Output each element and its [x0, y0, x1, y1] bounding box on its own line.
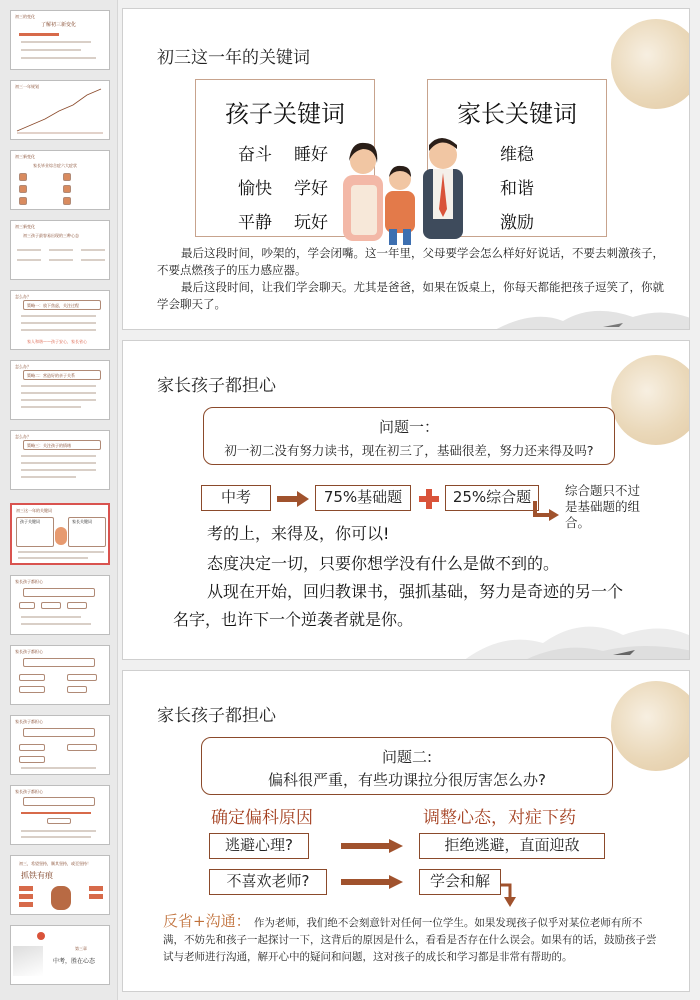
paragraph-1: 最后这段时间，吵架的，学会闭嘴。这一年里，父母要学会怎么样好好说话，不要去刺激孩子，不要点燃孩子的压力感应器。 — [157, 246, 664, 277]
thumb-title: 初三一年规划 — [15, 84, 39, 89]
slide-question-one — [122, 340, 690, 660]
fix-reconcile-box: 学会和解 — [419, 869, 501, 895]
arrow-right-icon — [341, 839, 403, 853]
slide-title: 家长孩子都担心 — [157, 706, 276, 726]
child-keywords-heading: 孩子关键词 — [225, 100, 345, 128]
slide-keywords — [122, 8, 690, 330]
slide-thumbnail-2[interactable] — [10, 80, 110, 140]
parent-keyword: 维稳 — [500, 145, 534, 165]
child-keyword: 奋斗 — [238, 145, 272, 165]
ink-mountain-decoration — [463, 591, 690, 660]
slide-thumbnail-1[interactable] — [10, 10, 110, 70]
paragraph-2: 最后这段时间，让我们学会聊天。尤其是爸爸，如果在饭桌上，你每天都能把孩子逗笑了，你就学会聊天了。 — [157, 280, 664, 311]
family-illustration — [341, 129, 471, 249]
moon-decoration — [611, 681, 690, 771]
arrow-right-icon — [277, 491, 309, 507]
arrow-right-icon — [341, 875, 403, 889]
thumb-title: 怎么办？ — [15, 364, 31, 369]
cause-dislike-teacher-box: 不喜欢老师? — [209, 869, 327, 895]
thumb-title: 家长孩子都担心 — [15, 789, 43, 794]
thumb-subtitle: 家长毕业综合症六大症状 — [33, 163, 77, 168]
moon-decoration — [611, 19, 690, 109]
answer-line-1: 考的上，来得及，你可以! — [207, 524, 390, 543]
slide-thumbnail-14[interactable] — [10, 925, 110, 985]
child-keyword: 学好 — [294, 179, 328, 199]
slide-title: 家长孩子都担心 — [157, 376, 276, 396]
child-keyword: 玩好 — [294, 213, 328, 233]
bent-arrow-icon — [501, 883, 519, 909]
zhongkao-box: 中考 — [201, 485, 271, 511]
thumb-subtitle: 了解初三新变化 — [41, 22, 77, 28]
thumb-kw-child: 孩子关键词 — [20, 519, 40, 524]
parent-keywords-heading: 家长关键词 — [457, 100, 577, 128]
slide-thumbnail-4[interactable] — [10, 220, 110, 280]
plus-icon — [419, 489, 439, 509]
thumb-title: 初三新变化 — [15, 224, 35, 229]
slide-title: 初三这一年的关键词 — [157, 48, 310, 68]
thumb-subtitle: 策略二：营造好的亲子关系 — [27, 373, 75, 378]
parent-keyword: 激励 — [500, 213, 534, 233]
question-two-title: 问题二: — [381, 748, 433, 766]
slide-thumbnail-7[interactable] — [10, 430, 110, 490]
slide-question-two — [122, 670, 690, 992]
question-two-box — [201, 737, 613, 795]
thumb-subtitle: 初三孩子最容易出现的三种心态 — [23, 233, 79, 238]
child-keyword: 愉快 — [238, 179, 272, 199]
parent-keyword: 和谐 — [500, 179, 534, 199]
thumb-title: 家长孩子都担心 — [15, 579, 43, 584]
slide-thumbnail-12[interactable] — [10, 785, 110, 845]
bent-arrow-icon — [533, 501, 559, 521]
answer-line-3: 从现在开始，回归教课书，强抓基础，努力是奇迹的另一个 — [207, 582, 624, 601]
thumb-subtitle: 中考，胜在心态 — [53, 958, 96, 965]
slide-thumbnail-6[interactable] — [10, 360, 110, 420]
ink-mountain-decoration — [493, 299, 690, 330]
reflection-paragraph — [163, 913, 663, 966]
question-one-text: 初一初二没有努力读书，现在初三了，基础很差，努力还来得及吗? — [224, 443, 594, 458]
slide-thumbnail-10[interactable] — [10, 645, 110, 705]
slide-thumbnail-13[interactable] — [10, 855, 110, 915]
thumb-title: 怎么办？ — [15, 434, 31, 439]
strategy-heading: 调整心态，对症下药 — [423, 808, 576, 828]
moon-decoration — [611, 355, 690, 445]
reflection-label: 反省+沟通： — [163, 912, 251, 930]
question-two-text: 偏科很严重，有些功课拉分很厉害怎么办? — [268, 771, 546, 789]
thumb-title: 家长孩子都担心 — [15, 719, 43, 724]
fix-face-it-box: 拒绝逃避，直面迎敌 — [419, 833, 605, 859]
slide-thumbnail-8[interactable] — [10, 503, 110, 565]
thumb-title: 怎么办？ — [15, 294, 31, 299]
slide-thumbnail-3[interactable] — [10, 150, 110, 210]
question-one-box — [203, 407, 615, 465]
thumb-subtitle: 策略一：放下焦虑，关注过程 — [27, 303, 79, 308]
combo-questions-box: 25%综合题 — [445, 485, 539, 511]
question-one-title: 问题一： — [378, 418, 439, 436]
child-keyword: 睡好 — [294, 145, 328, 165]
thumb-title: 初三这一年的关键词 — [16, 508, 52, 513]
side-note: 综合题只不过是基础题的组合。 — [565, 483, 641, 530]
thumb-chapter: 第三章 — [75, 946, 87, 951]
thumb-title: 家长孩子都担心 — [15, 649, 43, 654]
child-keyword: 平静 — [238, 213, 272, 233]
slide-thumbnail-9[interactable] — [10, 575, 110, 635]
answer-line-4: 名字，也许下一个逆袭者就是你。 — [173, 610, 414, 629]
cause-avoidance-box: 逃避心理? — [209, 833, 309, 859]
thumb-title: 初三新变化 — [15, 154, 35, 159]
thumb-stair-chart — [11, 81, 110, 140]
thumb-subtitle: 抓铁有痕 — [21, 871, 53, 880]
slide-thumbnail-5[interactable] — [10, 290, 110, 350]
thumb-note: 家人和谐——孩子安心，家长省心 — [27, 339, 87, 344]
thumb-subtitle: 策略三：关注孩子的情绪 — [27, 443, 71, 448]
answer-line-2: 态度决定一切，只要你想学没有什么是做不到的。 — [207, 554, 560, 573]
slide-thumbnail-panel[interactable] — [0, 0, 118, 1000]
slide-thumbnail-11[interactable] — [10, 715, 110, 775]
reflection-text: 作为老师，我们绝不会刻意针对任何一位学生。如果发现孩子似乎对某位老师有所不满，不妨先和孩子一起探讨一下，这背后的原因是什么，看看是否存在什么误会。如果有的话，鼓励孩子尝试与老师进行沟通，解开心中的疑问和问题，这对孩子的成长和学习都是非常有帮助的。 — [163, 917, 657, 963]
cause-heading: 确定偏科原因 — [211, 808, 313, 828]
thumb-kw-parent: 家长关键词 — [72, 519, 92, 524]
thumb-title: 初三的变化 — [15, 14, 35, 19]
thumb-title: 初三，希望坚持，顺其坚持，或至坚持！ — [19, 861, 91, 866]
basic-questions-box: 75%基础题 — [315, 485, 411, 511]
